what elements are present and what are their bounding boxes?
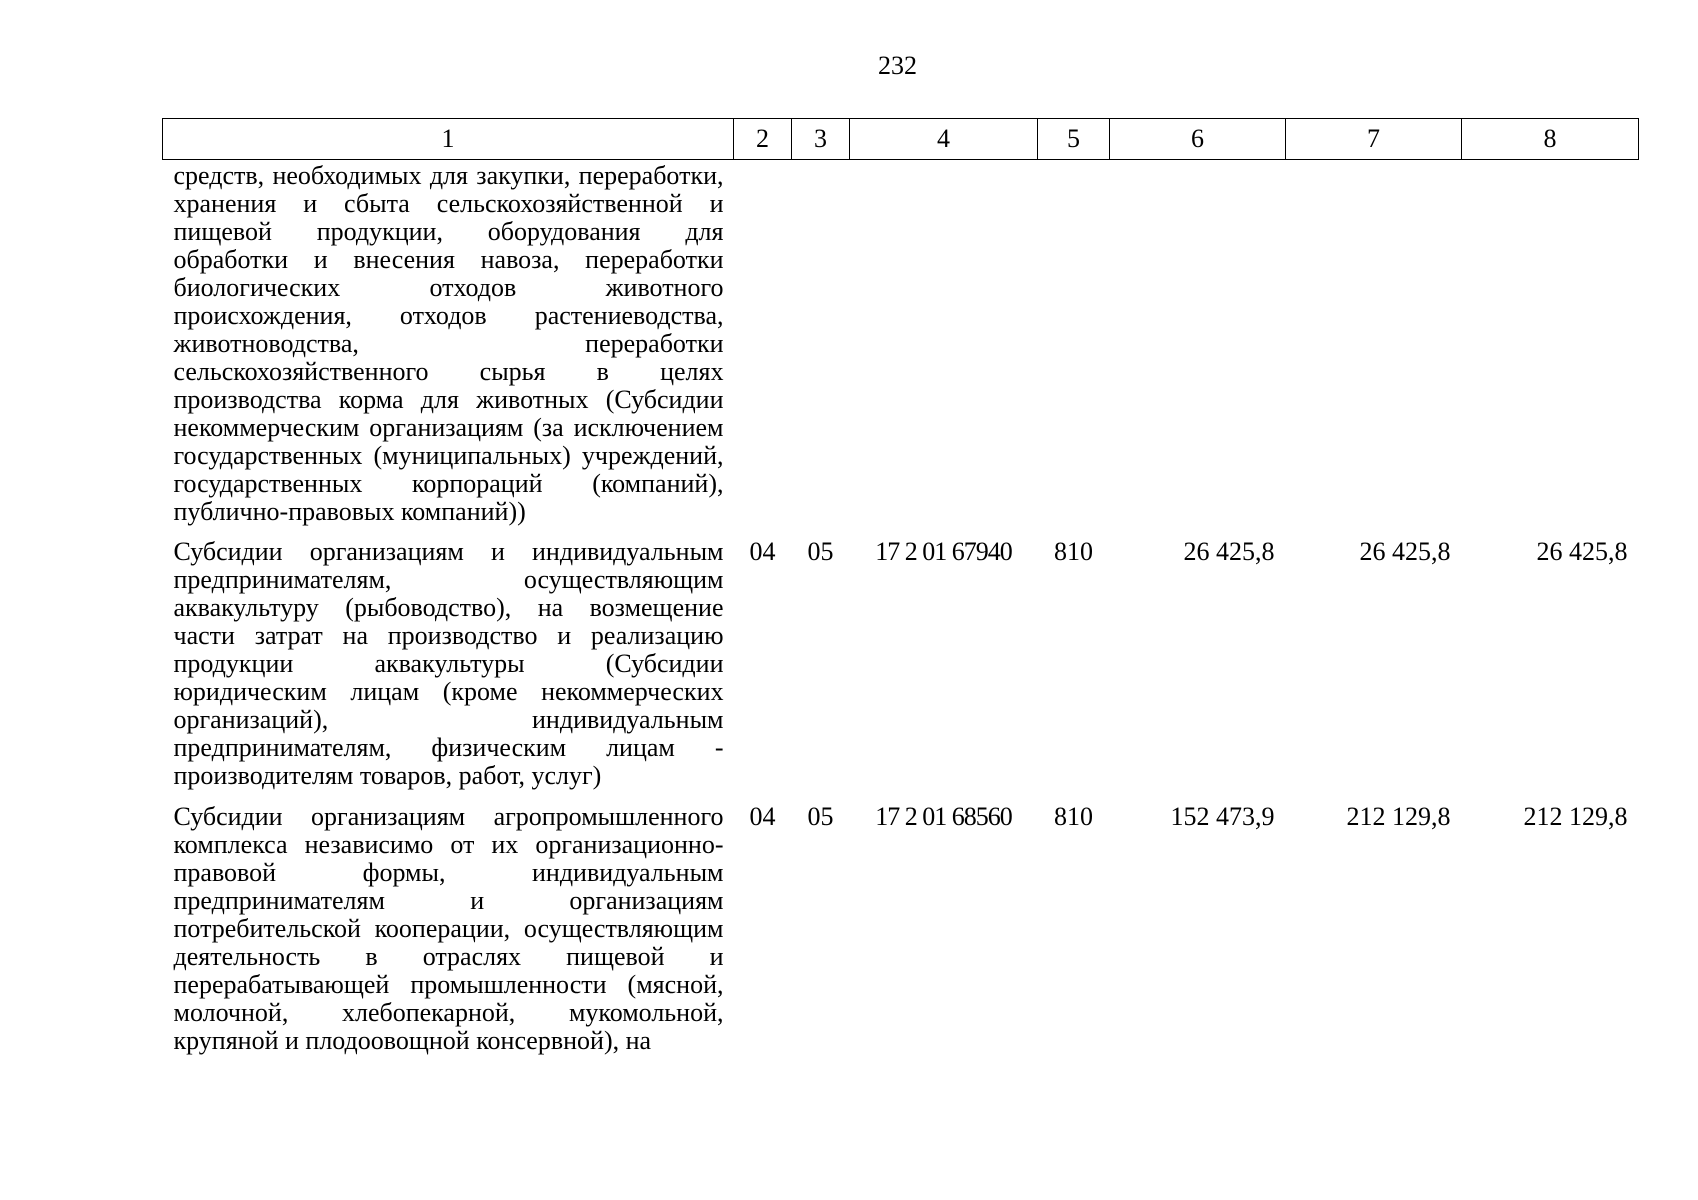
header-col-3: 3 <box>792 119 850 160</box>
row-target-code <box>850 160 1038 539</box>
budget-table <box>162 118 1639 1055</box>
header-col-5: 5 <box>1038 119 1110 160</box>
row-expense-type <box>1038 160 1110 539</box>
header-col-8: 8 <box>1462 119 1639 160</box>
row-section: 04 <box>749 802 776 831</box>
table-row <box>163 538 1639 803</box>
row-value-8 <box>1462 160 1639 539</box>
row-value-7: 26 425,8 <box>1359 537 1451 566</box>
row-value-6: 152 473,9 <box>1170 802 1275 831</box>
header-col-2: 2 <box>734 119 792 160</box>
page-number: 232 <box>878 51 917 80</box>
row-subsection <box>792 160 850 539</box>
table-row <box>163 160 1639 539</box>
row-subsection: 05 <box>807 802 834 831</box>
header-col-1: 1 <box>163 119 734 160</box>
row-target-code: 17 2 01 68560 <box>875 802 1012 831</box>
row-section <box>734 160 792 539</box>
header-row <box>163 119 1639 160</box>
row-expense-type: 810 <box>1054 537 1093 566</box>
header-col-4: 4 <box>850 119 1038 160</box>
header-col-6: 6 <box>1110 119 1286 160</box>
row-name: средств, необходимых для закупки, переработки, хранения и сбыта сельскохозяйственной и пищевой продукции, оборудования для обработки и внесения навоза, переработки биологических отходов животного происхождения, отходов растениеводства, животноводства, переработки сельскохозяйственного сырья в целях производства корма для животных (Субсидии некоммерческим организациям (за исключением государственных (муниципальных) учреждений, государственных корпораций (компаний), публично-правовых компаний)) <box>173 161 724 526</box>
row-section: 04 <box>749 537 776 566</box>
header-col-7: 7 <box>1286 119 1462 160</box>
row-name: Субсидии организациям агропромышленного комплекса независимо от их организационно-правовой формы, индивидуальным предпринимателям и организациям потребительской кооперации, осуществляющим деятельность в отраслях пищевой и перерабатывающей промышленности (мясной, молочной, хлебопекарной, мукомольной, крупяной и плодоовощной консервной), на <box>173 802 724 1055</box>
row-value-7: 212 129,8 <box>1346 802 1451 831</box>
row-value-8: 26 425,8 <box>1536 537 1628 566</box>
table-row <box>163 803 1639 1055</box>
row-name: Субсидии организациям и индивидуальным предпринимателям, осуществляющим аквакультуру (рыбоводство), на возмещение части затрат на производство и реализацию продукции аквакультуры (Субсидии юридическим лицам (кроме некоммерческих организаций), индивидуальным предпринимателям, физическим лицам - производителям товаров, работ, услуг) <box>173 537 724 790</box>
row-expense-type: 810 <box>1054 802 1093 831</box>
row-value-7 <box>1286 160 1462 539</box>
row-value-8: 212 129,8 <box>1523 802 1628 831</box>
row-subsection: 05 <box>807 537 834 566</box>
row-value-6: 26 425,8 <box>1183 537 1275 566</box>
row-target-code: 17 2 01 67940 <box>875 537 1012 566</box>
row-value-6 <box>1110 160 1286 539</box>
